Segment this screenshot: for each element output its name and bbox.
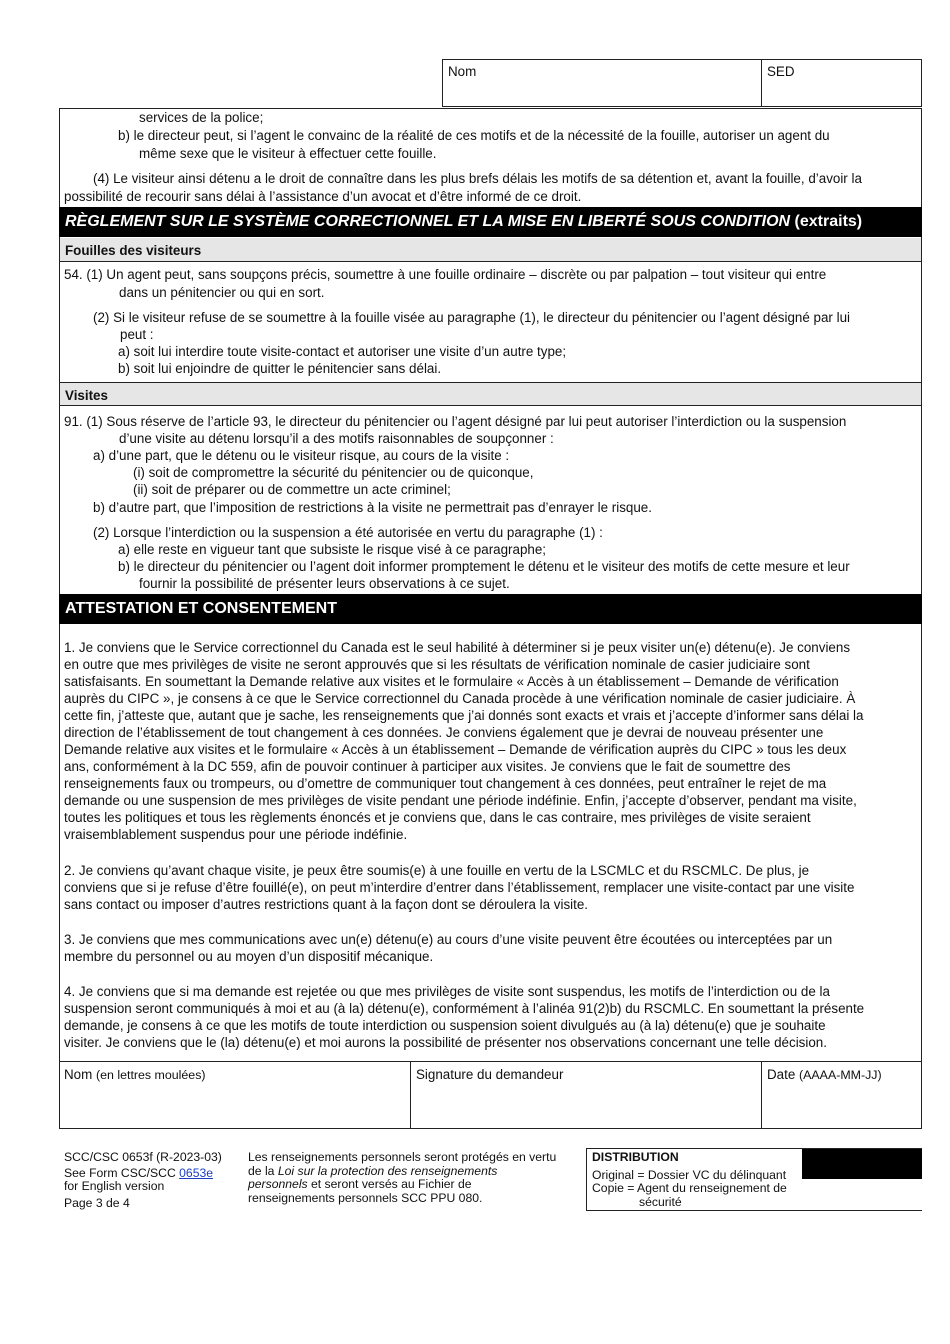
attestation-p3 [64,931,924,965]
attestation-p1-line: en outre que mes privilèges de visite ne seront approuvés que si les résultats de vérification nominale de casier judiciaire sont [64,657,810,672]
attestation-p4-line: suspension seront communiqués à moi et au (à la) détenu(e), conformément à l’alinéa 91(2)b) du RSCMLC. En soumettant la présente [64,1001,865,1016]
s91-2-b-line1: b) le directeur du pénitencier ou l’agent doit informer promptement le détenu et le visiteur des motifs de cette mesure et leur [118,559,850,574]
top-item-4-line1: (4) Le visiteur ainsi détenu a le droit de connaître dans les plus brefs délais les motifs de sa détention et, avant la fouille, d’avoir la [93,171,862,186]
attestation-p1-line: ans, conformément à la DC 559, afin de pouvoir continuer à participer aux visites. Je conviens que le fait de soumettre des [64,759,791,774]
header-nom-label: Nom [448,64,477,79]
footer-privacy-notice [248,1151,584,1205]
privacy-line: Les renseignements personnels seront protégés en vertu [248,1150,557,1164]
signature-nom-field[interactable] [60,1062,410,1128]
s91-1-b: b) d’autre part, que l’imposition de restrictions à la visite ne permettrait pas d’enrayer le risque. [93,500,652,515]
distribution-copy-line1: Copie = Agent du renseignement de [592,1181,787,1195]
attestation-p1-line: renseignements faux ou trompeurs, ou d’omettre de communiquer tout changement à ces données, peut entraîner le rejet de ma [64,776,827,791]
fouilles-heading-label: Fouilles des visiteurs [65,243,202,258]
english-form-link[interactable]: 0653e [179,1165,214,1180]
privacy-line [248,1178,584,1192]
attestation-p4-line: visiter. Je conviens que le (la) détenu(e) et moi aurons la possibilité de présenter nos observations concernant une telle décision. [64,1035,827,1050]
attestation-p1-line: auprès du CIPC », je consens à ce que le Service correctionnel du Canada procède à une vérification nominale de casier judiciaire. À [64,691,856,706]
signature-field[interactable] [410,1062,762,1128]
attestation-p1-line: Demande relative aux visites et le formulaire « Accès à un établissement – Demande de vérification auprès du CIPC » tous les deux [64,742,847,757]
attestation-p1-line: 1. Je conviens que le Service correctionnel du Canada est le seul habilité à déterminer si je peux visiter un(e) détenu(e). Je conviens [64,640,851,655]
footer-form-number: SCC/CSC 0653f (R-2023-03) [64,1150,222,1164]
attestation-p2 [64,862,924,913]
fouilles-heading [60,238,921,262]
attestation-p1-line: direction de l’établissement de tout changement à ces données. Je conviens également que je devrai de nouveau présenter une [64,725,824,740]
attestation-p2-line: conviens que si je refuse d’être fouillé(e), on peut m’interdire d’entrer dans l’établissement, remplacer une visite-contact par une visite [64,880,855,895]
s91-2-line1: (2) Lorsque l’interdiction ou la suspension a été autorisée en vertu du paragraphe (1) : [93,525,603,540]
s54-1-line1: 54. (1) Un agent peut, sans soupçons précis, soumettre à une fouille ordinaire – discrète ou par palpation – tout visiteur qui entre [64,267,827,282]
attestation-p1-line: cette fin, j’atteste que, autant que je sache, les renseignements que j’ai donnés sont exacts et vrais et j’accepte d’informer sans délai la [64,708,864,723]
s54-2-line1: (2) Si le visiteur refuse de se soumettre à la fouille visée au paragraphe (1), le directeur du pénitencier ou l’agent désigné par lui [93,310,850,325]
header-nom-box[interactable] [442,59,762,107]
privacy-act-title-end: personnels [248,1177,308,1191]
attestation-p1-line: satisfaisants. En soumettant la Demande relative aux visites et le formulaire « Accès à un établissement – Demande de vérification [64,674,839,689]
s54-1-line2: dans un pénitencier ou qui en sort. [119,285,325,300]
attestation-p4-line: 4. Je conviens que si ma demande est rejetée ou que mes privilèges de visite sont suspendus, les motifs de l’interdiction ou de la [64,984,830,999]
top-item-b-line1: b) le directeur peut, si l’agent le convainc de la réalité de ces motifs et de la nécessité de la fouille, autoriser un agent du [118,128,830,143]
signature-nom-hint: (en lettres moulées) [96,1068,206,1082]
privacy-line: renseignements personnels SCC PPU 080. [248,1190,483,1205]
attestation-p3-line: 3. Je conviens que mes communications avec un(e) détenu(e) au cours d’une visite peuvent être écoutées ou interceptées par un [64,932,833,947]
privacy-act-title: Loi sur la protection des renseignements [277,1163,498,1178]
s91-1-a: a) d’une part, que le détenu ou le visiteur risque, au cours de la visite : [93,448,510,463]
attestation-title-bar [59,594,922,624]
attestation-p4-line: demande, je consens à ce que les motifs de toute interdiction ou suspension soient divulgués au (à la) détenu(e) que je souhaite [64,1018,826,1033]
signature-label: Signature du demandeur [416,1067,564,1082]
distribution-title: DISTRIBUTION [592,1150,679,1164]
attestation-p4 [64,983,924,1051]
s54-2-b: b) soit lui enjoindre de quitter le pénitencier sans délai. [118,361,442,376]
s91-1-line2: d’une visite au détenu lorsqu’il a des motifs raisonnables de soupçonner : [119,431,554,446]
privacy-line3-suffix: et seront versés au Fichier de [307,1177,472,1191]
footer-black-block [802,1149,922,1179]
top-item-b-line2: même sexe que le visiteur à effectuer cette fouille. [139,146,437,161]
s54-2-line2: peut : [120,327,154,342]
signature-date-hint: (AAAA-MM-JJ) [799,1068,882,1082]
footer-see-form [64,1167,244,1181]
signature-nom-label: Nom [64,1067,93,1082]
footer-see-form-prefix: See Form CSC/SCC [64,1165,180,1180]
top-line-c-tail: services de la police; [139,110,264,125]
distribution-original: Original = Dossier VC du délinquant [592,1167,787,1182]
reglement-title-suffix: (extraits) [790,213,863,230]
signature-date-label: Date [767,1067,796,1082]
footer-english-version: for English version [64,1179,165,1193]
attestation-p2-line: sans contact ou imposer d’autres restrictions quant à la façon dont se déroulera la visite. [64,897,589,912]
s91-1-a-i: (i) soit de compromettre la sécurité du pénitencier ou de quiconque, [133,465,534,480]
s91-2-a: a) elle reste en vigueur tant que subsiste le risque visé à ce paragraphe; [118,542,547,557]
attestation-p1-line: toutes les politiques et tous les règlements énoncés et je conviens que, dans le cas contraire, mes privilèges de visite seraient [64,810,811,825]
s91-1-line1: 91. (1) Sous réserve de l’article 93, le directeur du pénitencier ou l’agent désigné par lui peut autoriser l’interdiction ou la suspension [64,414,847,429]
footer-page-number: Page 3 de 4 [64,1195,130,1210]
attestation-p1-line: vraisemblablement suspendus pour une période indéfinie. [64,827,408,842]
reglement-title-bar [59,207,922,237]
footer-distribution [592,1151,802,1209]
attestation-p3-line: membre du personnel ou au moyen d’un dispositif mécanique. [64,949,434,964]
privacy-line [248,1165,584,1179]
attestation-p1-line: demande ou une suspension de mes privilèges de visite pendant une période indéfinie. Enfin, j’accepte d’observer, pendant ma visite, [64,793,857,808]
header-sed-label: SED [767,64,795,79]
top-item-4-line2: possibilité de recourir sans délai à l’assistance d’un avocat et d’être informé de ce droit. [64,189,582,204]
privacy-line2-prefix: de la [248,1163,278,1178]
reglement-title: RÈGLEMENT SUR LE SYSTÈME CORRECTIONNEL ET LA MISE EN LIBERTÉ SOUS CONDITION [65,213,791,230]
attestation-p2-line: 2. Je conviens qu’avant chaque visite, je peux être soumis(e) à une fouille en vertu de la LSCMLC et du RSCMLC. De plus, je [64,863,810,878]
footer-form-info [64,1151,244,1210]
s54-2-a: a) soit lui interdire toute visite-contact et autoriser une visite d’un autre type; [118,344,567,359]
header-sed-box[interactable] [761,59,922,107]
visites-heading-label: Visites [65,388,108,403]
distribution-copy-line2: sécurité [639,1194,682,1209]
attestation-title: ATTESTATION ET CONSENTEMENT [65,600,337,617]
s91-2-b-line2: fournir la possibilité de présenter leurs observations à ce sujet. [139,576,510,591]
signature-date-field[interactable] [761,1062,921,1128]
s91-1-a-ii: (ii) soit de préparer ou de commettre un acte criminel; [133,482,451,497]
visites-heading [60,382,921,406]
attestation-p1 [64,639,924,843]
